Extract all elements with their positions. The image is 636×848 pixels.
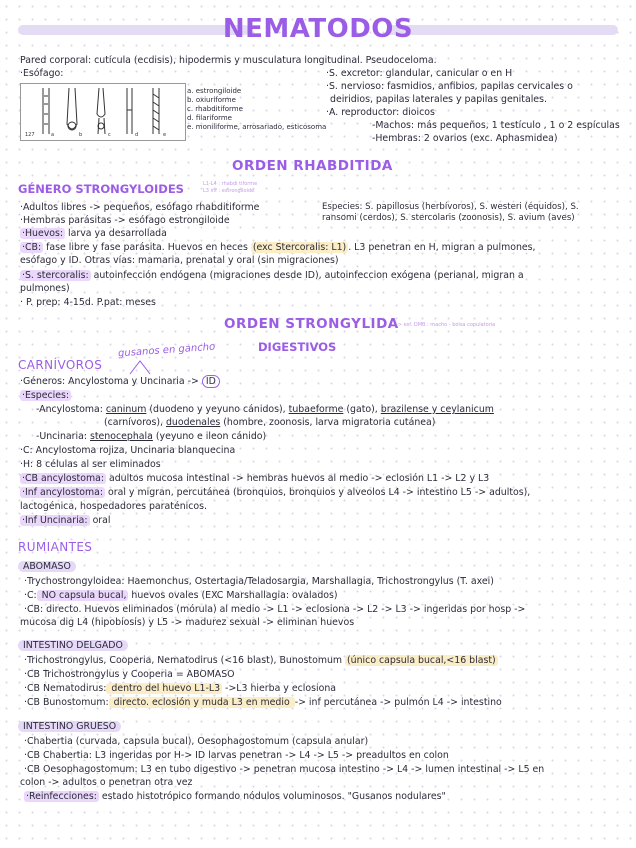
ancy-text-2: (gato),: [343, 404, 381, 415]
stercoralis-text: autoinfección endógena (migraciones desde ID), autoinfeccion exógena (perianal, migran a: [90, 270, 524, 281]
id-circled: ID: [202, 375, 220, 388]
aparato-reproductor: ·A. reproductor: dioicos: [326, 107, 435, 118]
sistema-nervioso-2: deiridios, papilas laterales y papilas genitales.: [330, 94, 547, 105]
generos-line: [20, 376, 220, 387]
delgado-title: [18, 640, 128, 651]
machos: -Machos: más pequeños, 1 testículo , 1 o 2 espículas: [372, 120, 620, 131]
esofago-label: ·Esófago:: [20, 68, 64, 79]
abomaso-line-4: mucosa dig L4 (hipobiosis) y L5 -> madurez sexual -> eliminan huevos: [20, 617, 355, 628]
cb-ancylostoma-label: ·CB ancylostoma:: [22, 473, 104, 484]
delgado-nematodirus-label: ·CB Nematodirus:: [24, 683, 107, 694]
duodenales: duodenales: [165, 417, 221, 428]
delgado-line-2: ·CB Trichostrongylus y Cooperia = ABOMASO: [24, 669, 235, 680]
pared-corporal: Pared corporal: cutícula (ecdisis), hipodermis y musculatura longitudinal. Pseudoceloma.: [20, 55, 437, 66]
delgado-bunostomum-label: ·CB Bunostomum:: [24, 697, 109, 708]
delgado-text-1: ·Trichostrongylus, Cooperia, Nematodirus (<16 blast), Bunostomum: [24, 655, 346, 666]
abomaso-c-rest: huevos ovales (EXC Marshallagia: ovalados): [128, 590, 338, 601]
inf-ancylostoma-text: oral y migran, percutánea (bronquios, bronquios y alveolos L4 -> intestino L5 -> adultos),: [105, 487, 531, 498]
periodos: · P. prep: 4-15d. P.pat: meses: [20, 297, 156, 308]
c-line: ·C: Ancylostoma rojiza, Uncinaria blanquecina: [20, 445, 236, 456]
hembras: -Hembras: 2 ovarios (exc. Aphasmidea): [372, 133, 558, 144]
genero-strongyloides: GÉNERO STRONGYLOIDES: [18, 182, 184, 196]
brazilense: brazilense y ceylanicum: [380, 404, 494, 415]
inf-ancylostoma-line: [20, 487, 530, 498]
strongylida-note: -> esf. DMB : macho - bolsa copulatoria: [396, 322, 496, 328]
figure-legend-b: b. oxiuriforme: [187, 96, 236, 104]
abomaso-line-1: ·Trychostrongyloidea: Haemonchus, Ostertagia/Teladosargia, Marshallagia, Trichostrongylus (T. axei): [24, 576, 494, 587]
gusanos-en-gancho-annotation: gusanos en gancho: [117, 341, 216, 360]
fig-letter-a: a: [51, 132, 55, 138]
delgado-line-3: [24, 683, 336, 694]
delgado-bunostomum-rest: -> inf percutánea -> pulmón L4 -> intestino: [294, 697, 502, 708]
digestivos-heading: DIGESTIVOS: [258, 340, 337, 354]
cb-ancylostoma-text: adultos mucosa intestinal -> hembras huevos al medio -> eclosión L1 -> L2 y L3: [106, 473, 490, 484]
esophagus-figure: [20, 83, 186, 141]
rumiantes-heading: RUMIANTES: [18, 540, 93, 554]
reinfecciones-text: estado histotrópico formando nódulos voluminosos. "Gusanos nodulares": [98, 791, 446, 802]
cb-exception: (exc Stercoralis: L1): [252, 242, 347, 253]
cb-text-2: . L3 penetran en H, migran a pulmones,: [348, 242, 536, 253]
abomaso-pill: ABOMASO: [18, 561, 76, 572]
especies-strongyloides-1: Especies: S. papillosus (herbívoros), S. westeri (équidos), S.: [322, 202, 579, 212]
genus-note-1: L1-L4 : rhabdi tiforme: [203, 181, 258, 187]
figure-legend-a: a. estrongiloide: [187, 87, 242, 95]
hembras-parasitas: ·Hembras parásitas -> esófago estrongiloide: [20, 215, 230, 226]
sistema-excretor: ·S. excretor: glandular, canicular o en H: [326, 68, 513, 79]
h-line: ·H: 8 células al ser eliminados: [20, 459, 161, 470]
cb-ancylostoma-line: [20, 473, 489, 484]
delgado-bunostomum-hl: directo. eclosión y muda L3 en medio: [110, 697, 293, 708]
abomaso-c-hl: NO capsula bucal,: [38, 590, 127, 601]
delgado-pill: INTESTINO DELGADO: [18, 640, 128, 651]
cb-strongyloides-line-2: esófago y ID. Otras vías: mamaria, prenatal y oral (sin migraciones): [20, 255, 339, 266]
page-title: NEMATODOS: [222, 14, 414, 44]
annotation-arrow-icon: [128, 358, 158, 376]
inf-uncinaria-line: [20, 515, 111, 526]
figure-legend-d: d. filariforme: [187, 114, 232, 122]
tubaeforme: tubaeforme: [288, 404, 344, 415]
inf-uncinaria-text: oral: [89, 515, 111, 526]
adultos-libres: ·Adultos libres -> pequeños, esófago rhabditiforme: [20, 202, 260, 213]
stercoralis-line: [20, 270, 524, 281]
grueso-pill: INTESTINO GRUESO: [18, 721, 121, 732]
stercoralis-label: ·S. stercoralis:: [22, 270, 89, 281]
abomaso-line-2: [24, 590, 338, 601]
fig-letter-d: d: [135, 132, 139, 138]
inf-ancylostoma-label: ·Inf ancylostoma:: [22, 487, 104, 498]
inf-uncinaria-label: ·Inf Uncinaria:: [22, 515, 88, 526]
cb-text-1: fase libre y fase parásita. Huevos en heces: [43, 242, 251, 253]
grueso-line-5: [24, 791, 446, 802]
reinfecciones-label: ·Reinfecciones:: [26, 791, 97, 802]
stenocephala: stenocephala: [89, 431, 153, 442]
uncinaria-text: (yeyuno e ileon cánido): [152, 431, 267, 442]
especies-label: [20, 390, 71, 401]
delgado-line-1: [24, 655, 498, 666]
grueso-title: [18, 721, 121, 732]
grueso-line-3: ·CB Oesophagostomum: L3 en tubo digestivo -> penetran mucosa intestino -> L4 -> lumen intestinal -> L5 en: [24, 764, 545, 775]
genus-note-2: L3 inf : estrongiloide: [203, 188, 255, 194]
abomaso-title: [18, 561, 76, 572]
esophagus-types-illustration: [21, 84, 185, 140]
huevos-text: larva ya desarrollada: [65, 228, 167, 239]
abomaso-line-3: ·CB: directo. Huevos eliminados (mórula) al medio -> L1 -> eclosiona -> L2 -> L3 -> ingeridas por hosp ->: [24, 604, 526, 615]
especies-text: ·Especies:: [22, 390, 70, 401]
ancylostoma-line: [36, 404, 494, 415]
ancylostoma-line-2: [104, 417, 435, 428]
fig-number: 127: [25, 132, 35, 138]
inf-ancylostoma-line-2: lactogénica, hospedadores paraténicos.: [20, 501, 208, 512]
especies-strongyloides-2: ransomi (cerdos), S. stercolaris (zoonosis), S. avium (aves): [322, 213, 575, 223]
grueso-line-1: ·Chabertia (curvada, capsula bucal), Oesophagostomum (capsula anular): [24, 736, 369, 747]
grueso-line-2: ·CB Chabertia: L3 ingeridas por H-> ID larvas penetran -> L4 -> L5 -> preadultos en colon: [24, 750, 449, 761]
cb-label: ·CB:: [22, 242, 42, 253]
figure-legend-c: c. rhabditiforme: [187, 105, 243, 113]
orden-rhabditida-heading: ORDEN RHABDITIDA: [232, 158, 393, 174]
stercoralis-line-2: pulmones): [20, 283, 70, 294]
generos-text: ·Géneros: Ancylostoma y Uncinaria ->: [20, 376, 199, 387]
ancy-text-1: (duodeno y yeyuno cánidos),: [146, 404, 289, 415]
delgado-hl: (único capsula bucal,<16 blast): [347, 655, 496, 666]
uncinaria-line: [36, 431, 266, 442]
orden-strongylida-heading: ORDEN STRONGYLIDA: [224, 316, 399, 332]
fig-letter-c: c: [108, 132, 111, 138]
ancy-text-3: (carnívoros),: [104, 417, 166, 428]
uncinaria-label: -Uncinaria:: [36, 431, 87, 442]
abomaso-c-label: ·C:: [24, 590, 37, 601]
figure-legend-e: e. moniliforme, arrosariado, esticosoma: [187, 123, 327, 131]
delgado-nematodirus-hl: dentro del huevo L1-L3: [108, 683, 221, 694]
sistema-nervioso-1: ·S. nervioso: fasmidios, anfibios, papilas cervicales o: [326, 81, 573, 92]
carnivoros-heading: CARNÍVOROS: [18, 358, 103, 372]
delgado-nematodirus-rest: ->L3 hierba y eclosiona: [222, 683, 337, 694]
caninum: caninum: [105, 404, 147, 415]
fig-letter-b: b: [79, 132, 83, 138]
delgado-line-4: [24, 697, 502, 708]
ancy-text-4: (hombre, zoonosis, larva migratoria cutánea): [220, 417, 436, 428]
grueso-line-4: colon -> adultos o penetran otra vez: [20, 777, 193, 788]
huevos-line: [20, 228, 167, 239]
cb-strongyloides-line: [20, 242, 536, 253]
fig-letter-e: e: [163, 132, 167, 138]
huevos-label: ·Huevos:: [22, 228, 64, 239]
ancylostoma-label: -Ancylostoma:: [36, 404, 103, 415]
